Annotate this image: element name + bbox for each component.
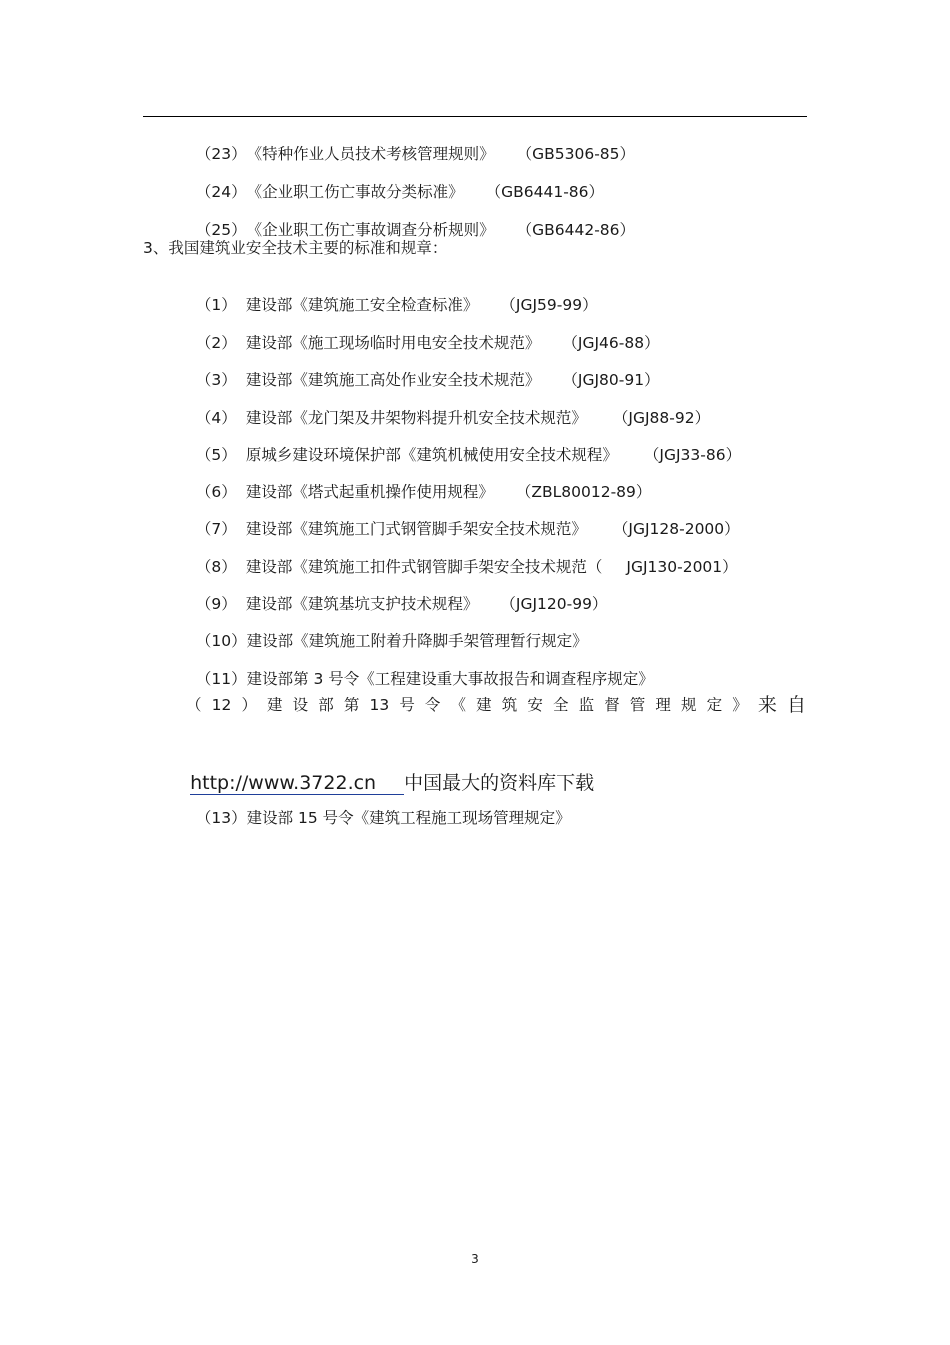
char: 来 bbox=[757, 694, 777, 716]
item-number: （1） bbox=[195, 296, 237, 314]
char: 自 bbox=[786, 694, 806, 716]
char: 《 bbox=[450, 696, 467, 714]
char: 》 bbox=[732, 696, 748, 714]
char: 督 bbox=[604, 696, 620, 714]
char: 筑 bbox=[501, 696, 518, 714]
char: 理 bbox=[655, 696, 671, 714]
item-title: 建设部《建筑施工附着升降脚手架管理暂行规定》 bbox=[246, 632, 588, 650]
item-code: （JGJ128-2000） bbox=[612, 520, 740, 538]
list-item bbox=[186, 425, 741, 465]
item-code: （JGJ120-99） bbox=[500, 595, 608, 613]
list-item bbox=[186, 350, 660, 390]
item-number: （13） bbox=[195, 809, 247, 827]
list-item-12 bbox=[186, 694, 806, 716]
item-code: JGJ130-2001） bbox=[626, 558, 738, 576]
item-title: 原城乡建设环境保护部《建筑机械使用安全技术规程》 bbox=[245, 446, 618, 464]
char: ） bbox=[241, 696, 257, 714]
item-title: 建设部《龙门架及井架物料提升机安全技术规范》 bbox=[245, 409, 587, 427]
char: 建 bbox=[476, 696, 492, 714]
item-number: （2） bbox=[195, 334, 237, 352]
item-number: （9） bbox=[195, 595, 237, 613]
list-item bbox=[186, 788, 571, 828]
item-code: （ZBL80012-89） bbox=[515, 483, 652, 501]
item-number: （3） bbox=[195, 371, 237, 389]
section-heading: 3、我国建筑业安全技术主要的标准和规章： bbox=[143, 239, 448, 257]
item-title: 建设部《塔式起重机操作使用规程》 bbox=[245, 483, 494, 501]
item-code: （JGJ46-88） bbox=[562, 334, 660, 352]
item-title: 《企业职工伤亡事故调查分析规则》 bbox=[246, 221, 495, 239]
item-title: 建设部《建筑施工高处作业安全技术规范》 bbox=[245, 371, 541, 389]
char: 定 bbox=[706, 696, 723, 714]
header-rule bbox=[143, 116, 807, 117]
item-code: （GB6442-86） bbox=[516, 221, 636, 239]
list-item bbox=[186, 200, 635, 240]
list-item bbox=[186, 462, 651, 502]
item-number: （25） bbox=[195, 221, 247, 239]
item-code: （JGJ88-92） bbox=[612, 409, 711, 427]
item-number: （8） bbox=[195, 558, 237, 576]
source-link[interactable]: http://www.3722.cn bbox=[190, 772, 404, 795]
item-title: 《特种作业人员技术考核管理规则》 bbox=[246, 145, 495, 163]
char: 13 bbox=[369, 696, 390, 714]
list-item bbox=[186, 649, 654, 689]
list-item bbox=[186, 537, 738, 577]
page-number: 3 bbox=[471, 1252, 479, 1266]
list-item bbox=[186, 388, 710, 428]
char: 管 bbox=[629, 696, 646, 714]
item-number: （6） bbox=[195, 483, 237, 501]
item-title: 建设部《建筑基坑支护技术规程》 bbox=[245, 595, 479, 613]
list-item bbox=[186, 162, 604, 202]
char: 部 bbox=[318, 696, 334, 714]
char: 安 bbox=[527, 696, 543, 714]
item-code: （JGJ59-99） bbox=[500, 296, 598, 314]
item-number: （4） bbox=[195, 409, 237, 427]
source-tail: 中国最大的资料库下载 bbox=[404, 772, 595, 794]
item-title: 建设部《建筑施工安全检查标准》 bbox=[245, 296, 479, 314]
char: 第 bbox=[343, 696, 360, 714]
list-item bbox=[186, 611, 588, 651]
char: 规 bbox=[681, 696, 697, 714]
item-code: （GB5306-85） bbox=[516, 145, 636, 163]
char: 12 bbox=[211, 696, 232, 714]
item-code: （JGJ33-86） bbox=[643, 446, 742, 464]
item-number: （5） bbox=[195, 446, 237, 464]
list-item bbox=[186, 124, 635, 164]
item-title: 建设部 15 号令《建筑工程施工现场管理规定》 bbox=[246, 809, 571, 827]
item-number: （7） bbox=[195, 520, 237, 538]
item-title: 建设部《施工现场临时用电安全技术规范》 bbox=[245, 334, 541, 352]
char: 令 bbox=[424, 696, 441, 714]
char: 设 bbox=[292, 696, 309, 714]
char: 全 bbox=[552, 696, 569, 714]
item-code: （GB6441-86） bbox=[485, 183, 605, 201]
char: 建 bbox=[267, 696, 283, 714]
item-title: 《企业职工伤亡事故分类标准》 bbox=[246, 183, 464, 201]
list-item bbox=[186, 499, 740, 539]
item-title: 建设部《建筑施工门式钢管脚手架安全技术规范》 bbox=[245, 520, 587, 538]
char: 号 bbox=[399, 696, 415, 714]
item-number: （23） bbox=[195, 145, 247, 163]
item-title: 建设部《建筑施工扣件式钢管脚手架安全技术规范（ bbox=[245, 558, 603, 576]
list-item bbox=[186, 313, 660, 353]
list-item bbox=[186, 574, 607, 614]
list-item bbox=[186, 275, 598, 315]
item-title: 建设部第 3 号令《工程建设重大事故报告和调查程序规定》 bbox=[246, 670, 654, 688]
item-number: （24） bbox=[195, 183, 247, 201]
item-number: （11） bbox=[195, 670, 247, 688]
item-number: （10） bbox=[195, 632, 247, 650]
char: （ bbox=[186, 696, 202, 714]
item-code: （JGJ80-91） bbox=[562, 371, 660, 389]
char: 监 bbox=[578, 696, 595, 714]
